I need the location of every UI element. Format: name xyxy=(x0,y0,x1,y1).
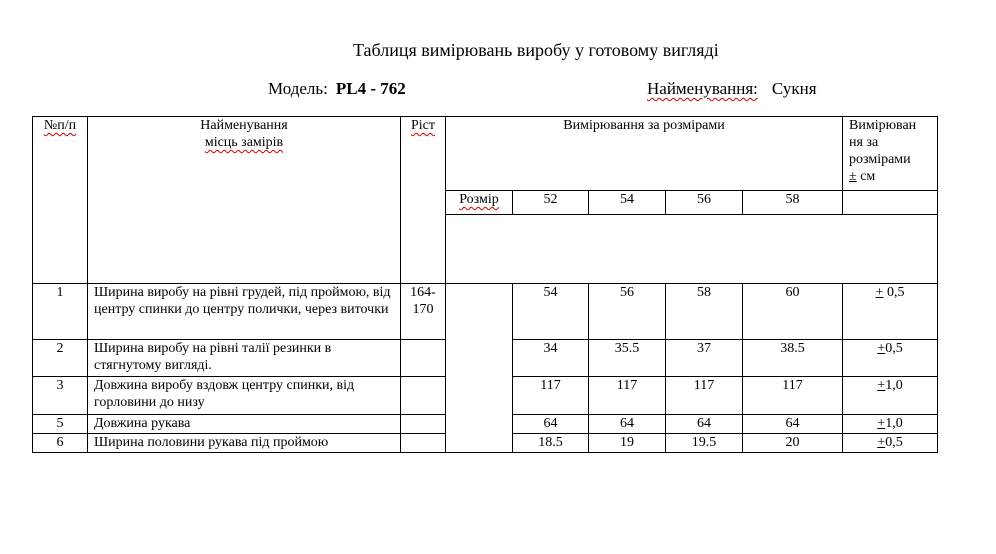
header-tolerance xyxy=(843,117,938,191)
row-value: 54 xyxy=(513,284,589,340)
row-name: Ширина половини рукава під проймою xyxy=(88,434,401,453)
row-name: Ширина виробу на рівні грудей, під проймою, від центру спинки до центру полички, через виточки xyxy=(88,284,401,340)
row-value: 19 xyxy=(589,434,666,453)
row-value: 64 xyxy=(513,415,589,434)
row-num: 5 xyxy=(33,415,88,434)
row-value: 117 xyxy=(666,377,743,415)
header-height xyxy=(401,117,446,284)
row-tolerance xyxy=(843,340,938,377)
row-value: 20 xyxy=(743,434,843,453)
spacer-cell xyxy=(446,215,938,284)
header-tol-line1: Вимірюван xyxy=(849,118,917,133)
size-label: Розмір xyxy=(459,192,499,207)
row-value: 117 xyxy=(513,377,589,415)
row-value: 117 xyxy=(589,377,666,415)
measurements-table xyxy=(32,116,938,453)
header-tol-line3: розмірами xyxy=(849,152,911,167)
height-value xyxy=(401,284,446,340)
tol-value: 0,5 xyxy=(883,285,905,300)
size-label-empty xyxy=(446,284,513,453)
row-tolerance xyxy=(843,377,938,415)
product-value: Сукня xyxy=(771,79,817,98)
header-num xyxy=(33,117,88,284)
row-value: 56 xyxy=(589,284,666,340)
height-empty xyxy=(401,415,446,434)
tol-value: 0,5 xyxy=(885,341,903,356)
size-cell: 54 xyxy=(589,191,666,215)
row-name: Довжина виробу вздовж центру спинки, від горловини до низу xyxy=(88,377,401,415)
product-label: Найменування: xyxy=(647,79,758,98)
header-tol-unit: см xyxy=(856,169,876,184)
row-value: 34 xyxy=(513,340,589,377)
row-name: Довжина рукава xyxy=(88,415,401,434)
row-tolerance xyxy=(843,284,938,340)
row-value: 64 xyxy=(743,415,843,434)
row-value: 60 xyxy=(743,284,843,340)
row-value: 58 xyxy=(666,284,743,340)
row-value: 18.5 xyxy=(513,434,589,453)
header-name-line1: Найменування xyxy=(200,118,288,133)
row-num: 2 xyxy=(33,340,88,377)
tol-value: 1,0 xyxy=(885,378,903,393)
row-value: 35.5 xyxy=(589,340,666,377)
model-value: PL4 - 762 xyxy=(335,79,406,98)
tol-value: 1,0 xyxy=(885,416,903,431)
tol-value: 0,5 xyxy=(885,435,903,450)
table-row xyxy=(33,284,938,340)
row-num: 3 xyxy=(33,377,88,415)
header-row xyxy=(33,117,938,191)
row-value: 64 xyxy=(666,415,743,434)
row-name: Ширина виробу на рівні талії резинки в стягнутому вигляді. xyxy=(88,340,401,377)
product-line xyxy=(647,79,817,99)
size-cell: 58 xyxy=(743,191,843,215)
tol-sign: + xyxy=(877,416,886,431)
size-cell: 52 xyxy=(513,191,589,215)
tol-sign: + xyxy=(877,435,886,450)
header-sizes-title xyxy=(446,117,843,191)
header-name xyxy=(88,117,401,284)
document-title xyxy=(353,40,719,61)
header-height-text: Ріст xyxy=(410,118,435,133)
row-value: 19.5 xyxy=(666,434,743,453)
row-value: 64 xyxy=(589,415,666,434)
row-value: 38.5 xyxy=(743,340,843,377)
row-tolerance xyxy=(843,415,938,434)
tol-sign: + xyxy=(877,341,886,356)
size-label-cell xyxy=(446,191,513,215)
size-cell: 56 xyxy=(666,191,743,215)
height-value-line2: 170 xyxy=(412,302,434,317)
model-label: Модель: xyxy=(268,79,328,98)
model-line xyxy=(268,79,406,99)
row-value: 117 xyxy=(743,377,843,415)
header-sizes-title-text: Вимірювання за розмірами xyxy=(563,118,725,133)
height-empty xyxy=(401,377,446,415)
row-num: 1 xyxy=(33,284,88,340)
title-text: Таблиця вимірювань виробу у готовому вигляді xyxy=(353,40,719,60)
row-value: 37 xyxy=(666,340,743,377)
header-tol-pm: ± xyxy=(849,169,857,184)
height-empty xyxy=(401,340,446,377)
header-tol-line2: ня за xyxy=(849,135,879,150)
header-name-line2: місць замірів xyxy=(204,135,284,150)
tol-sign: + xyxy=(877,378,886,393)
row-num: 6 xyxy=(33,434,88,453)
row-tolerance xyxy=(843,434,938,453)
size-empty-cell xyxy=(843,191,938,215)
height-empty xyxy=(401,434,446,453)
tol-sign: + xyxy=(875,285,884,300)
header-num-text: №п/п xyxy=(43,118,77,133)
height-value-line1: 164- xyxy=(410,285,436,300)
